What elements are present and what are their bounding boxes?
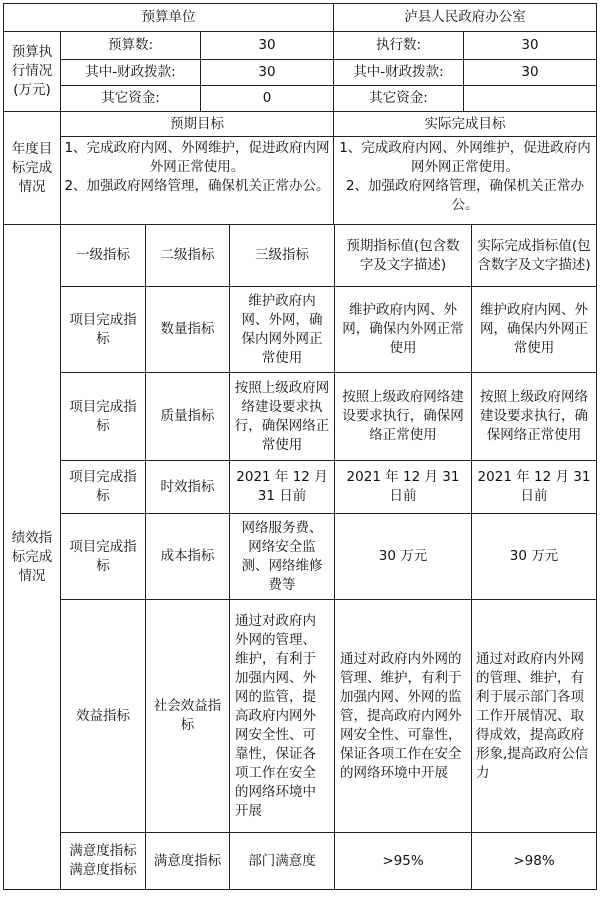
budget-amount-value: 30 <box>258 37 276 53</box>
row-level2: 数量指标 <box>160 321 215 337</box>
row-level1: 项目完成指标 <box>69 311 137 347</box>
row-level2: 时效指标 <box>160 478 215 495</box>
performance-label: 绩效指标完成情况 <box>11 529 53 584</box>
expected-goal-header: 预期目标 <box>170 115 224 132</box>
header-level2: 二级指标 <box>160 247 215 263</box>
row-level3: 按照上级政府网络建设要求执行，确保网络正常使用 <box>234 379 330 453</box>
row-expected: 通过对政府内外网的管理、维护，有利于加强内网、外网的监管，提高政府内网外网安全性、可靠性，保证各项工作在安全的网络环境中开展 <box>340 650 462 781</box>
actual-goal-header: 实际完成目标 <box>424 115 506 132</box>
header-level3: 三级指标 <box>255 247 309 263</box>
row-level3: 维护政府内网、外网，确保内网外网正常使用 <box>241 292 323 366</box>
row-level1: 项目完成指标 <box>69 538 137 574</box>
row-actual: 通过对政府内外网的管理、维护，有利于展示部门各项工作开展情况、取得成效，提高政府形象,提高政府公信力 <box>476 650 589 781</box>
budget-execution-label: 预算执行情况(万元) <box>11 44 53 98</box>
row-level3: 通过对政府内外网的管理、维护，有利于加强内网、外网的监管，提高政府内网外网安全性、可靠性，保证各项工作在安全的网络环境中开展 <box>235 612 316 819</box>
budget-fiscal-label: 其中-财政拨款: <box>85 64 176 80</box>
executed-amount-value: 30 <box>521 37 539 53</box>
row-expected: >95% <box>382 852 424 869</box>
row-level3: 2021 年 12 月 31 日前 <box>236 469 328 504</box>
budget-other-value: 0 <box>262 90 272 106</box>
actual-goal-text: 1、完成政府内网、外网维护，促进政府内网外网正常使用。 2、加强政府网络管理，确保机关正常办公。 <box>339 140 591 213</box>
executed-fiscal-label: 其中-财政拨款: <box>353 64 444 80</box>
executed-fiscal-value: 30 <box>521 64 539 80</box>
row-actual: >98% <box>513 852 555 869</box>
header-level1: 一级指标 <box>76 247 130 263</box>
row-expected: 2021 年 12 月 31 日前 <box>346 469 460 504</box>
expected-goal-text: 1、完成政府内网、外网维护，促进政府内网外网正常使用。 2、加强政府网络管理，确保机关正常办公。 <box>64 140 330 194</box>
executed-amount-label: 执行数: <box>375 37 422 53</box>
row-level3: 部门满意度 <box>248 852 316 869</box>
annual-goals-label: 年度目标完成情况 <box>11 140 53 195</box>
row-actual: 维护政府内网、外网，确保内外网正常使用 <box>480 302 588 356</box>
executed-other-label: 其它资金: <box>369 90 428 106</box>
budget-fiscal-value: 30 <box>258 64 276 80</box>
row-actual: 30 万元 <box>509 548 559 564</box>
executed-other-value <box>464 86 596 111</box>
budget-amount-label: 预算数: <box>107 37 154 53</box>
row-level2: 满意度指标 <box>153 852 222 869</box>
row-level1: 项目完成指标 <box>69 469 137 504</box>
row-level1: 效益指标 <box>76 707 130 724</box>
row-level3: 网络服务费、网络安全监测、网络维修费等 <box>241 519 323 593</box>
budget-other-label: 其它资金: <box>101 90 160 106</box>
row-level1: 满意度指标满意度指标 <box>69 843 137 878</box>
row-actual: 2021 年 12 月 31 日前 <box>477 469 591 504</box>
row-level2: 质量指标 <box>160 408 215 424</box>
budget-unit-label: 预算单位 <box>141 9 196 25</box>
row-expected: 30 万元 <box>378 548 428 564</box>
row-level1: 项目完成指标 <box>69 398 137 434</box>
header-expected: 预期指标值(包含数字及文字描述) <box>346 237 460 273</box>
row-level2: 社会效益指标 <box>153 698 222 733</box>
header-actual: 实际完成指标值(包含数字及文字描述) <box>477 237 591 273</box>
budget-unit-value: 泸县人民政府办公室 <box>404 9 526 25</box>
row-expected: 维护政府内网、外网，确保内外网正常使用 <box>342 302 464 356</box>
row-level2: 成本指标 <box>160 548 215 564</box>
row-expected: 按照上级政府网络建设要求执行，确保网络正常使用 <box>342 389 464 443</box>
row-actual: 按照上级政府网络建设要求执行，确保网络正常使用 <box>480 389 588 443</box>
